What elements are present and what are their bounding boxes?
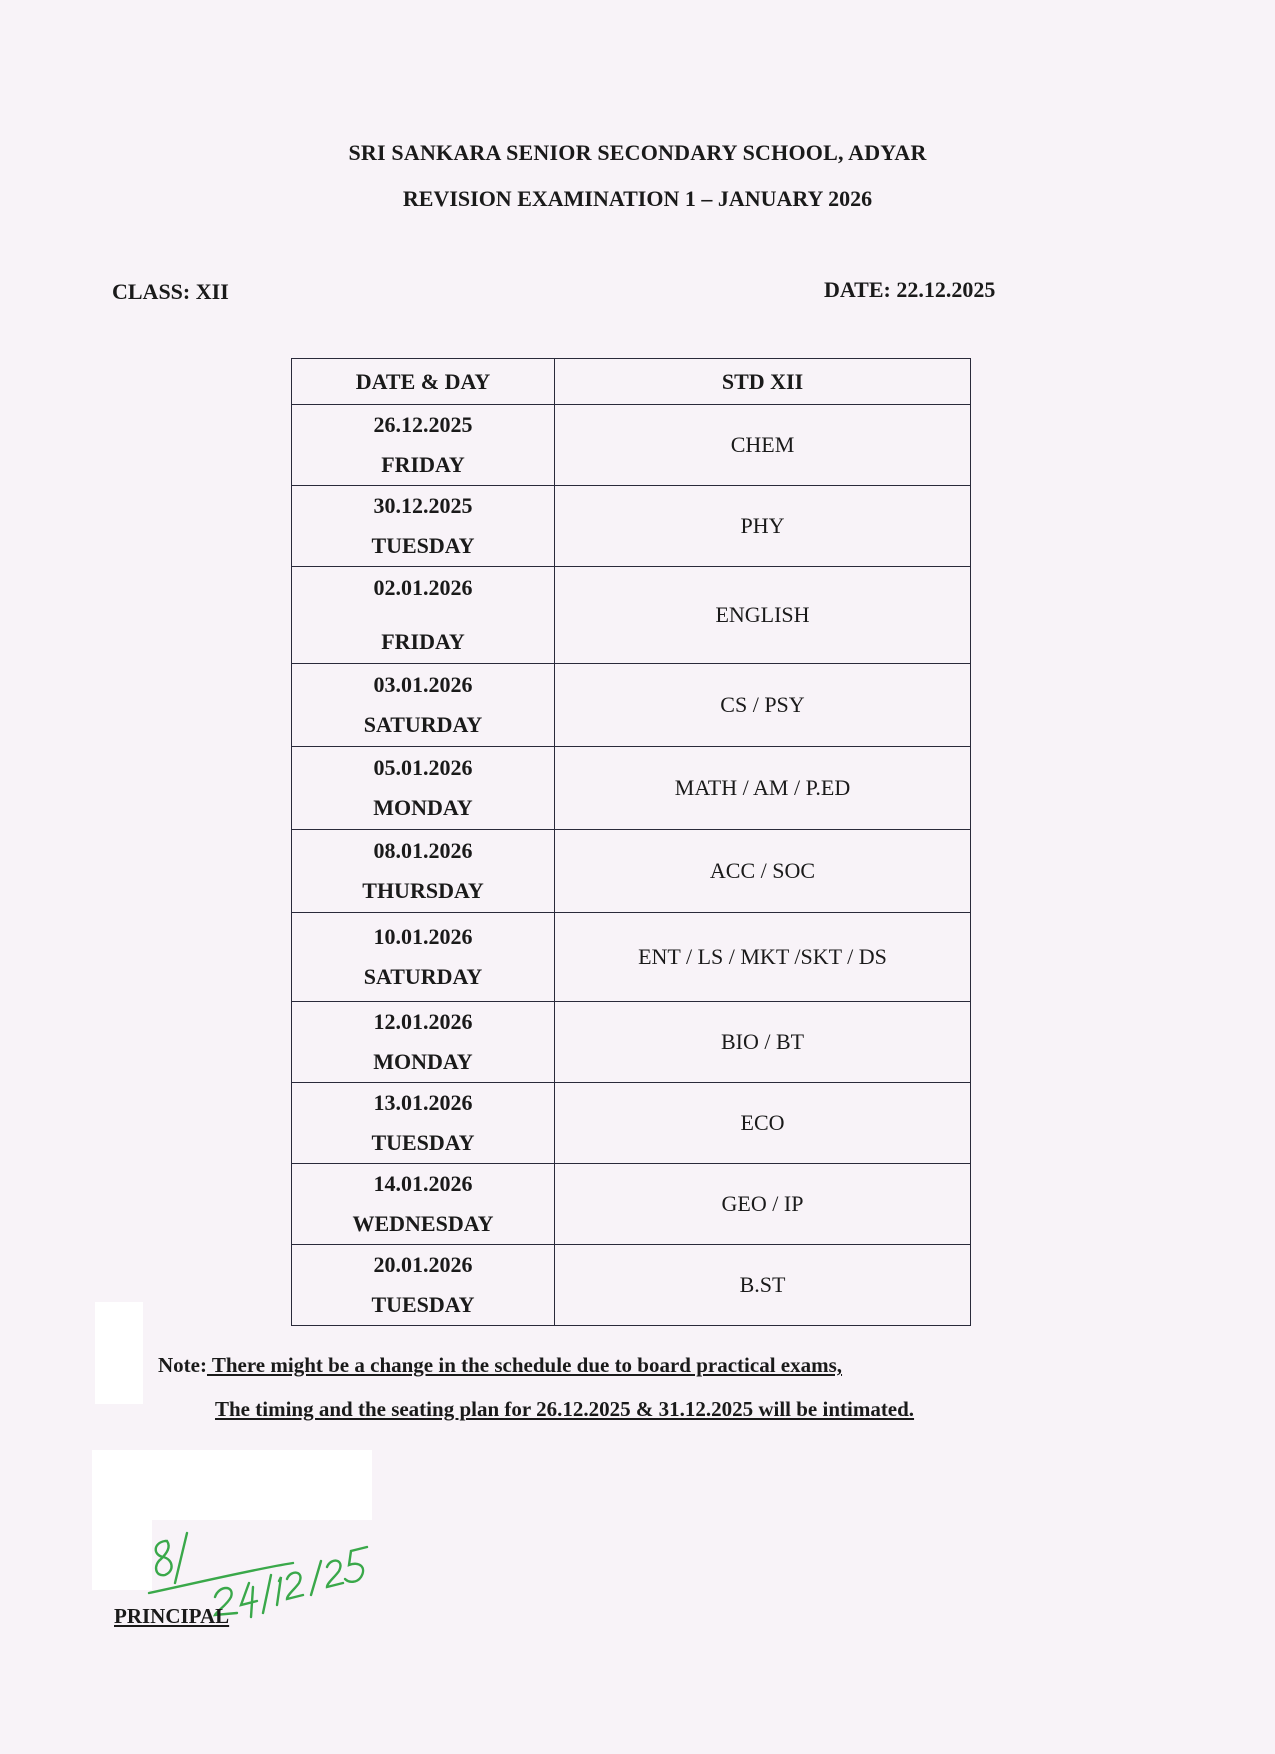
table-header-row bbox=[292, 359, 971, 405]
note-label: Note: bbox=[158, 1353, 207, 1377]
exam-day: FRIDAY bbox=[381, 629, 465, 654]
exam-date: 12.01.2026 bbox=[373, 1009, 473, 1034]
date-day-cell bbox=[292, 913, 555, 1002]
principal-label: PRINCIPAL bbox=[114, 1604, 230, 1628]
subject-cell: PHY bbox=[555, 486, 971, 567]
exam-date: 26.12.2025 bbox=[373, 412, 473, 437]
date-day-cell bbox=[292, 567, 555, 664]
table-row bbox=[292, 1164, 971, 1245]
subject-cell: ENGLISH bbox=[555, 567, 971, 664]
date-day-cell bbox=[292, 664, 555, 747]
exam-date: 13.01.2026 bbox=[373, 1090, 473, 1115]
exam-day: SATURDAY bbox=[363, 964, 483, 989]
date-day-cell bbox=[292, 747, 555, 830]
exam-date: 14.01.2026 bbox=[373, 1171, 473, 1196]
table-row bbox=[292, 747, 971, 830]
school-name: SRI SANKARA SENIOR SECONDARY SCHOOL, ADYAR bbox=[348, 140, 927, 165]
date-day-cell bbox=[292, 1164, 555, 1245]
exam-day: FRIDAY bbox=[381, 452, 465, 477]
exam-date: 30.12.2025 bbox=[373, 493, 473, 518]
table-row bbox=[292, 1002, 971, 1083]
scan-patch bbox=[92, 1520, 152, 1590]
exam-day: SATURDAY bbox=[363, 712, 483, 737]
date-day-cell bbox=[292, 1002, 555, 1083]
subject-cell: B.ST bbox=[555, 1245, 971, 1326]
exam-day: THURSDAY bbox=[362, 878, 484, 903]
exam-date: 03.01.2026 bbox=[373, 672, 473, 697]
subject-cell: MATH / AM / P.ED bbox=[555, 747, 971, 830]
scan-patch bbox=[92, 1450, 372, 1520]
exam-title: REVISION EXAMINATION 1 – JANUARY 2026 bbox=[402, 186, 873, 211]
exam-day: MONDAY bbox=[373, 795, 473, 820]
class-label: CLASS: XII bbox=[112, 279, 229, 304]
subject-cell: CHEM bbox=[555, 405, 971, 486]
note-text-1: There might be a change in the schedule due to board practical exams, bbox=[206, 1353, 843, 1377]
exam-date: 08.01.2026 bbox=[373, 838, 473, 863]
table-row bbox=[292, 1245, 971, 1326]
exam-day: TUESDAY bbox=[371, 1292, 475, 1317]
note-line-2: The timing and the seating plan for 26.12.2025 & 31.12.2025 will be intimated. bbox=[215, 1397, 915, 1421]
subject-cell: BIO / BT bbox=[555, 1002, 971, 1083]
subject-cell: ENT / LS / MKT /SKT / DS bbox=[555, 913, 971, 1002]
subject-cell: ACC / SOC bbox=[555, 830, 971, 913]
date-day-cell bbox=[292, 1083, 555, 1164]
table-row bbox=[292, 1083, 971, 1164]
date-day-cell bbox=[292, 405, 555, 486]
exam-day: MONDAY bbox=[373, 1049, 473, 1074]
exam-date: 20.01.2026 bbox=[373, 1252, 473, 1277]
column-header-std-xii: STD XII bbox=[555, 359, 971, 405]
exam-day: TUESDAY bbox=[371, 1130, 475, 1155]
table-row bbox=[292, 486, 971, 567]
exam-date: 02.01.2026 bbox=[373, 575, 473, 600]
table-row bbox=[292, 567, 971, 664]
date-day-cell bbox=[292, 486, 555, 567]
subject-cell: CS / PSY bbox=[555, 664, 971, 747]
exam-date: 10.01.2026 bbox=[373, 924, 473, 949]
scan-patch bbox=[95, 1302, 143, 1404]
date-day-cell bbox=[292, 1245, 555, 1326]
date-day-cell bbox=[292, 830, 555, 913]
subject-cell: GEO / IP bbox=[555, 1164, 971, 1245]
exam-schedule-table bbox=[291, 358, 971, 1326]
exam-date: 05.01.2026 bbox=[373, 755, 473, 780]
subject-cell: ECO bbox=[555, 1083, 971, 1164]
issue-date-label: DATE: 22.12.2025 bbox=[824, 277, 996, 302]
table-row bbox=[292, 405, 971, 486]
table-row bbox=[292, 830, 971, 913]
table-row bbox=[292, 913, 971, 1002]
note-line-1 bbox=[158, 1353, 842, 1378]
column-header-date-day: DATE & DAY bbox=[292, 359, 555, 405]
exam-day: TUESDAY bbox=[371, 533, 475, 558]
table-row bbox=[292, 664, 971, 747]
exam-day: WEDNESDAY bbox=[352, 1211, 494, 1236]
